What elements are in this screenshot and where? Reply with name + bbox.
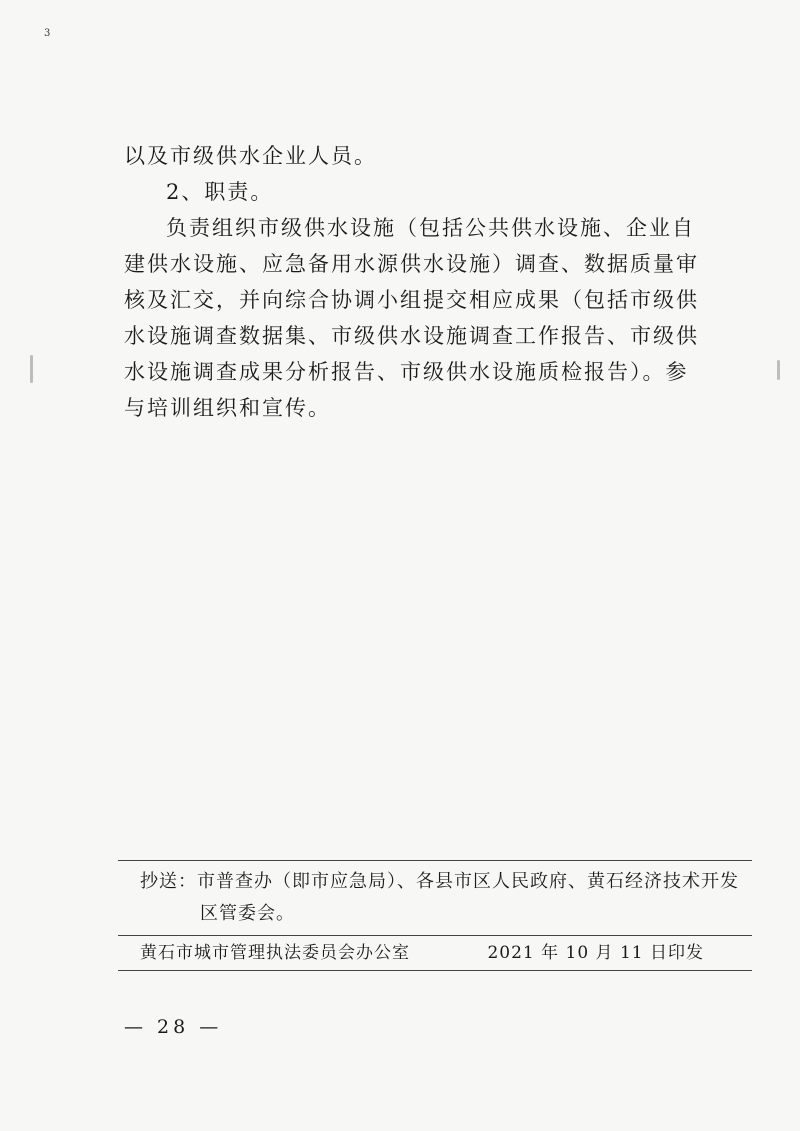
cc-label: 抄送： bbox=[140, 871, 197, 892]
issue-date: 2021 年 10 月 11 日印发 bbox=[487, 943, 704, 963]
cc-row bbox=[118, 867, 752, 897]
corner-mark: 3 bbox=[44, 28, 51, 39]
duty-paragraph: 负责组织市级供水设施（包括公共供水设施、企业自建供水设施、应急备用水源供水设施）调查、数据质量审核及汇交，并向综合协调小组提交相应成果（包括市级供水设施调查数据集、市级供水设施调查工作报告、市级供水设施调查成果分析报告、市级供水设施质检报告）。参与培训组织和宣传。 bbox=[124, 216, 699, 420]
body-line: 以及市级供水企业人员。 bbox=[124, 144, 377, 168]
issue-row bbox=[118, 936, 752, 970]
cc-recipients: 市普查办（即市应急局）、各县市区人民政府、黄石经济技术开发 bbox=[197, 871, 739, 892]
cc-recipients-continued: 区管委会。 bbox=[200, 903, 295, 924]
section-heading: 2、职责。 bbox=[166, 180, 274, 204]
divider-top bbox=[118, 860, 752, 861]
cc-block bbox=[118, 860, 752, 971]
scan-artifact-right bbox=[777, 360, 780, 380]
divider-bottom bbox=[118, 970, 752, 971]
scan-artifact-left bbox=[30, 355, 33, 383]
page-number: — 28 — bbox=[124, 1016, 223, 1038]
issuer: 黄石市城市管理执法委员会办公室 bbox=[140, 943, 410, 963]
body-text bbox=[124, 138, 699, 426]
